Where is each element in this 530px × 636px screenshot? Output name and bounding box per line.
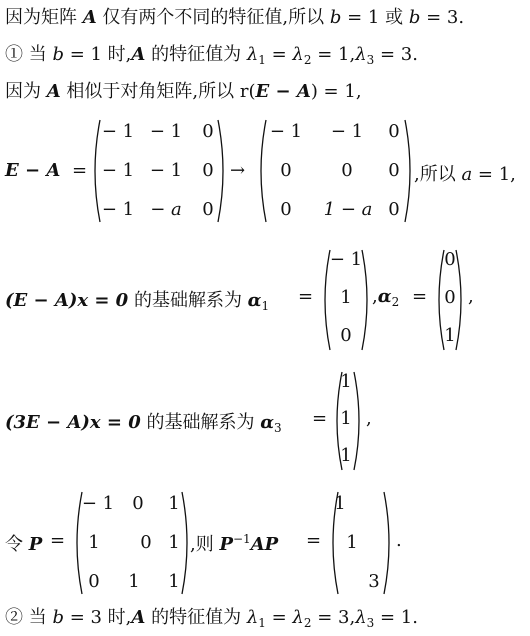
matrix-expression: AP — [250, 534, 279, 555]
var-b: b — [408, 7, 421, 28]
matrix-symbol: A — [82, 7, 97, 28]
text: = 3. — [420, 7, 465, 28]
v1-r1: − 1 — [329, 249, 363, 270]
text: = 3, — [311, 607, 356, 628]
lhs-e-minus-a: E − A — [5, 160, 61, 181]
text: ,则 — [190, 534, 220, 555]
matrix-symbol: P — [28, 534, 43, 555]
m1-r3c1: − 1 — [101, 199, 135, 220]
var-a: a — [461, 164, 473, 185]
text: = 1, — [311, 44, 356, 65]
line-2 — [5, 43, 418, 72]
subscript: 2 — [303, 53, 312, 67]
text: = 3 时, — [63, 607, 132, 628]
text: = 1 时, — [63, 44, 132, 65]
m1-r1c1: − 1 — [101, 121, 135, 142]
equation: (3E − A)x = 0 — [5, 412, 141, 433]
v3-r3: 1 — [340, 445, 352, 466]
v3-r1: 1 — [340, 371, 352, 392]
text: 因为 — [5, 81, 47, 102]
lambda: λ — [355, 607, 367, 628]
line-6-lhs — [5, 408, 282, 435]
v3-r2: 1 — [340, 408, 352, 429]
m2-r1c3: 0 — [388, 121, 400, 142]
lambda: λ — [246, 607, 259, 628]
text: ② 当 — [5, 607, 53, 628]
v1-r2: 1 — [340, 287, 352, 308]
text: 仅有两个不同的特征值,所以 — [96, 7, 330, 28]
equals: = — [298, 286, 314, 307]
p-r2c1: 1 — [88, 532, 100, 553]
p-r3c1: 0 — [88, 571, 100, 592]
d-r2: 1 — [346, 532, 358, 553]
m2-r3c3: 0 — [388, 199, 400, 220]
m2-r2c3: 0 — [388, 160, 400, 181]
equals: = — [312, 408, 328, 429]
subscript: 3 — [274, 421, 282, 435]
p-r1c2: 0 — [132, 493, 144, 514]
text: 令 — [5, 534, 29, 555]
then-text — [190, 530, 278, 556]
var-b: b — [52, 607, 64, 628]
var-b: b — [52, 44, 64, 65]
v2-r2: 0 — [444, 287, 456, 308]
so-text — [414, 160, 516, 186]
text: ,所以 — [414, 164, 462, 185]
right-paren — [216, 118, 230, 224]
comma: , — [372, 286, 378, 307]
p-r1c1: − 1 — [81, 493, 115, 514]
line-8 — [5, 606, 418, 635]
alpha-symbol: α — [247, 290, 262, 311]
right-paren — [382, 490, 396, 596]
matrix-symbol: A — [131, 607, 146, 628]
superscript: −1 — [233, 532, 251, 546]
text: 相似于对角矩阵,所以 r( — [60, 81, 256, 102]
p-r1c3: 1 — [168, 493, 180, 514]
matrix-symbol: A — [131, 44, 146, 65]
m1-r1c3: 0 — [202, 121, 214, 142]
text: = 1. — [374, 607, 418, 628]
subscript: 3 — [366, 53, 375, 67]
lambda: λ — [292, 44, 304, 65]
m1-r2c3: 0 — [202, 160, 214, 181]
v1-r3: 0 — [340, 325, 352, 346]
m2-r2c1: 0 — [280, 160, 292, 181]
alpha2-label — [372, 286, 399, 309]
v2-r1: 0 — [444, 249, 456, 270]
right-paren — [454, 248, 468, 352]
p-r2c2: 0 — [140, 532, 152, 553]
m1-r3c2: − a — [150, 199, 182, 220]
text: = 1 或 — [341, 7, 409, 28]
m1-r1c2: − 1 — [149, 121, 183, 142]
m2-r1c2: − 1 — [330, 121, 364, 142]
m2-r1c1: − 1 — [269, 121, 303, 142]
text: 的基础解系为 — [140, 412, 261, 433]
text: = 3. — [374, 44, 418, 65]
line-5-lhs — [5, 286, 269, 313]
period: . — [396, 530, 402, 551]
text: = — [265, 44, 293, 65]
text: 的基础解系为 — [128, 290, 248, 311]
subscript: 1 — [258, 616, 266, 630]
comma: , — [468, 286, 474, 307]
line-3 — [5, 80, 362, 104]
subscript: 1 — [261, 299, 270, 313]
p-r3c2: 1 — [128, 571, 140, 592]
equals: = — [412, 286, 428, 307]
comma: , — [366, 408, 372, 429]
arrow-icon: → — [230, 160, 246, 181]
p-r3c3: 1 — [168, 571, 180, 592]
text: ) = 1, — [310, 81, 362, 102]
alpha-symbol: α — [377, 286, 392, 307]
m1-r3c3: 0 — [202, 199, 214, 220]
m2-r3c1: 0 — [280, 199, 292, 220]
m1-r2c1: − 1 — [101, 160, 135, 181]
lambda: λ — [246, 44, 259, 65]
text: = 1, — [472, 164, 516, 185]
text: 因为矩阵 — [5, 7, 83, 28]
matrix-symbol: P — [219, 534, 233, 555]
matrix-expression: E − A — [255, 81, 311, 102]
d-r1: 1 — [334, 493, 346, 514]
line-1 — [5, 6, 464, 30]
text: = — [265, 607, 293, 628]
d-r3: 3 — [368, 571, 380, 592]
p-r2c3: 1 — [168, 532, 180, 553]
m2-r2c2: 0 — [341, 160, 353, 181]
equation: (E − A)x = 0 — [5, 290, 129, 311]
line-7-lhs — [5, 530, 42, 556]
matrix-symbol: A — [46, 81, 61, 102]
v2-r3: 1 — [444, 325, 456, 346]
right-paren — [352, 370, 366, 472]
lambda: λ — [292, 607, 304, 628]
var-b: b — [329, 7, 342, 28]
subscript: 2 — [303, 616, 312, 630]
equals: = — [306, 530, 322, 551]
m2-r3c2: 1 − a — [323, 199, 373, 220]
subscript: 1 — [258, 53, 266, 67]
text: ① 当 — [5, 44, 53, 65]
equals: = — [50, 530, 66, 551]
equals: = — [72, 160, 88, 181]
lambda: λ — [355, 44, 367, 65]
text: 的特征值为 — [145, 607, 247, 628]
m1-r2c2: − 1 — [149, 160, 183, 181]
subscript: 3 — [366, 616, 375, 630]
subscript: 2 — [391, 295, 400, 309]
alpha-symbol: α — [260, 412, 275, 433]
text: 的特征值为 — [145, 44, 247, 65]
